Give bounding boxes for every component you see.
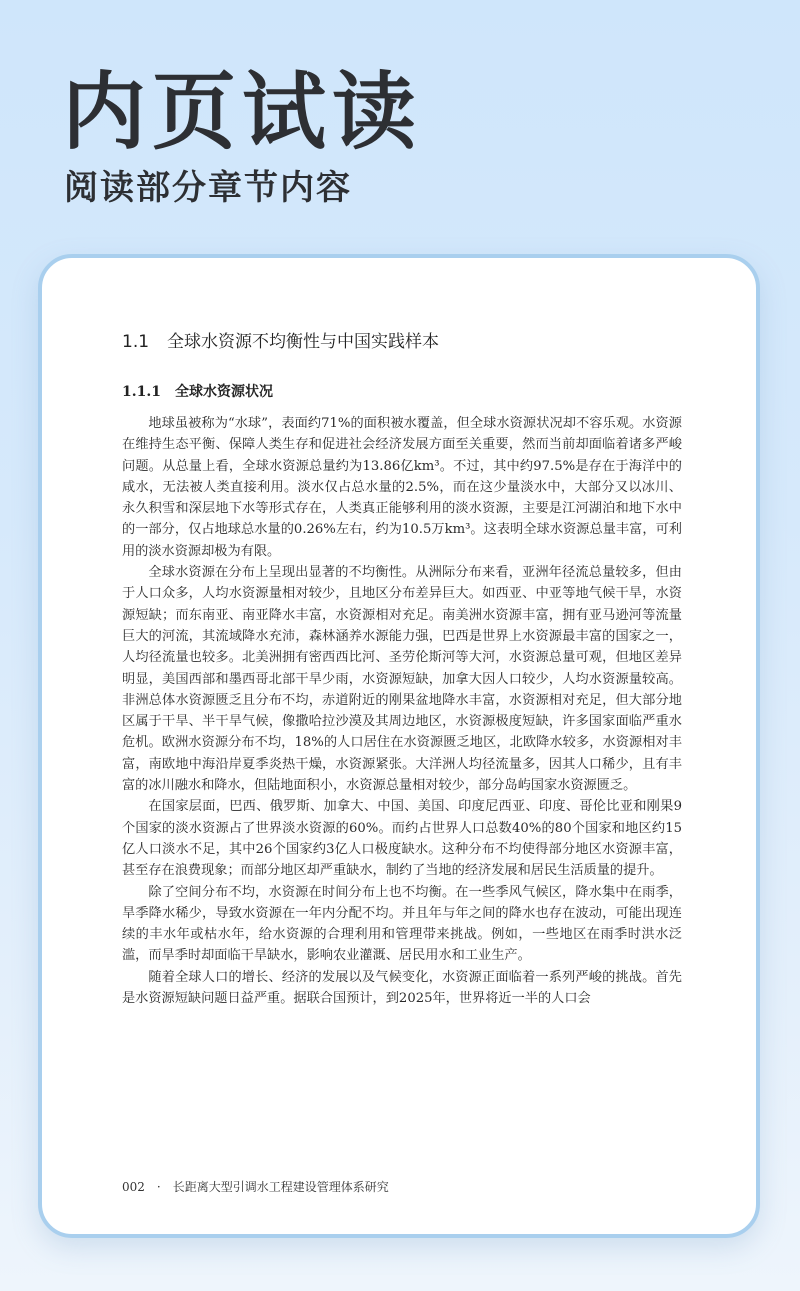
section-heading: [122, 330, 439, 354]
paragraph: 全球水资源在分布上呈现出显著的不均衡性。从洲际分布来看，亚洲年径流总量较多，但由于人口众多，人均水资源量相对较少，且地区分布差异巨大。如西亚、中亚等地气候干旱，水资源短缺；而东南亚、南亚降水丰富，水资源相对充足。南美洲水资源丰富，拥有亚马逊河等流量巨大的河流，其流域降水充沛，森林涵养水源能力强，巴西是世界上水资源最丰富的国家之一，人均径流量也较多。北美洲拥有密西西比河、圣劳伦斯河等大河，水资源总量可观，但地区差异明显，美国西部和墨西哥北部干旱少雨，水资源短缺，加拿大因人口较少，人均水资源量较高。非洲总体水资源匮乏且分布不均，赤道附近的刚果盆地降水丰富，水资源相对充足，但大部分地区属于干旱、半干旱气候，像撒哈拉沙漠及其周边地区，水资源极度短缺，许多国家面临严重水危机。欧洲水资源分布不均，18%的人口居住在水资源匮乏地区，北欧降水较多，水资源相对丰富，南欧地中海沿岸夏季炎热干燥，水资源紧张。大洋洲人均径流量多，因其人口稀少，且有丰富的冰川融水和降水，但陆地面积小，水资源总量相对较少，部分岛屿国家水资源匮乏。: [122, 565, 682, 794]
footer-separator: ·: [156, 1180, 161, 1194]
page-banner-title: 内页试读: [62, 63, 423, 161]
paragraph: 随着全球人口的增长、经济的发展以及气候变化，水资源正面临着一系列严峻的挑战。首先是水资源短缺问题日益严重。据联合国预计，到2025年，世界将近一半的人口会: [122, 969, 682, 1007]
page-number: 002: [122, 1180, 145, 1194]
paragraph: 在国家层面，巴西、俄罗斯、加拿大、中国、美国、印度尼西亚、印度、哥伦比亚和刚果9个国家的淡水资源占了世界淡水资源的60%。而约占世界人口总数40%的80个国家和地区约15亿人口淡水不足，其中26个国家约3亿人口极度缺水。这种分布不均使得部分地区水资源丰富，甚至存在浪费现象；而部分地区却严重缺水，制约了当地的经济发展和居民生活质量的提升。: [122, 799, 682, 879]
paragraph: 除了空间分布不均，水资源在时间分布上也不均衡。在一些季风气候区，降水集中在雨季，旱季降水稀少，导致水资源在一年内分配不均。并且年与年之间的降水也存在波动，可能出现连续的丰水年或枯水年，给水资源的合理利用和管理带来挑战。例如，一些地区在雨季时洪水泛滥，而旱季时却面临干旱缺水，影响农业灌溉、居民用水和工业生产。: [122, 884, 682, 964]
section-title: 全球水资源不均衡性与中国实践样本: [167, 332, 440, 352]
body-text: [122, 413, 682, 1009]
sample-page-card: [38, 254, 760, 1238]
book-title: 长距离大型引调水工程建设管理体系研究: [172, 1180, 389, 1194]
subsection-heading: [122, 382, 273, 402]
page-banner-subtitle: 阅读部分章节内容: [64, 168, 352, 208]
page-footer: [122, 1178, 389, 1196]
subsection-title: 全球水资源状况: [174, 384, 273, 400]
subsection-number: 1.1.1: [122, 384, 161, 400]
paragraph: 地球虽被称为“水球”，表面约71%的面积被水覆盖，但全球水资源状况却不容乐观。水资源在维持生态平衡、保障人类生存和促进社会经济发展方面至关重要，然而当前却面临着诸多严峻问题。从总量上看，全球水资源总量约为13.86亿km³。不过，其中约97.5%是存在于海洋中的咸水，无法被人类直接利用。淡水仅占总水量的2.5%，而在这少量淡水中，大部分又以冰川、永久积雪和深层地下水等形式存在，人类真正能够利用的淡水资源，主要是江河湖泊和地下水中的一部分，仅占地球总水量的0.26%左右，约为10.5万km³。这表明全球水资源总量丰富，可利用的淡水资源却极为有限。: [122, 416, 682, 559]
section-number: 1.1: [122, 332, 150, 352]
